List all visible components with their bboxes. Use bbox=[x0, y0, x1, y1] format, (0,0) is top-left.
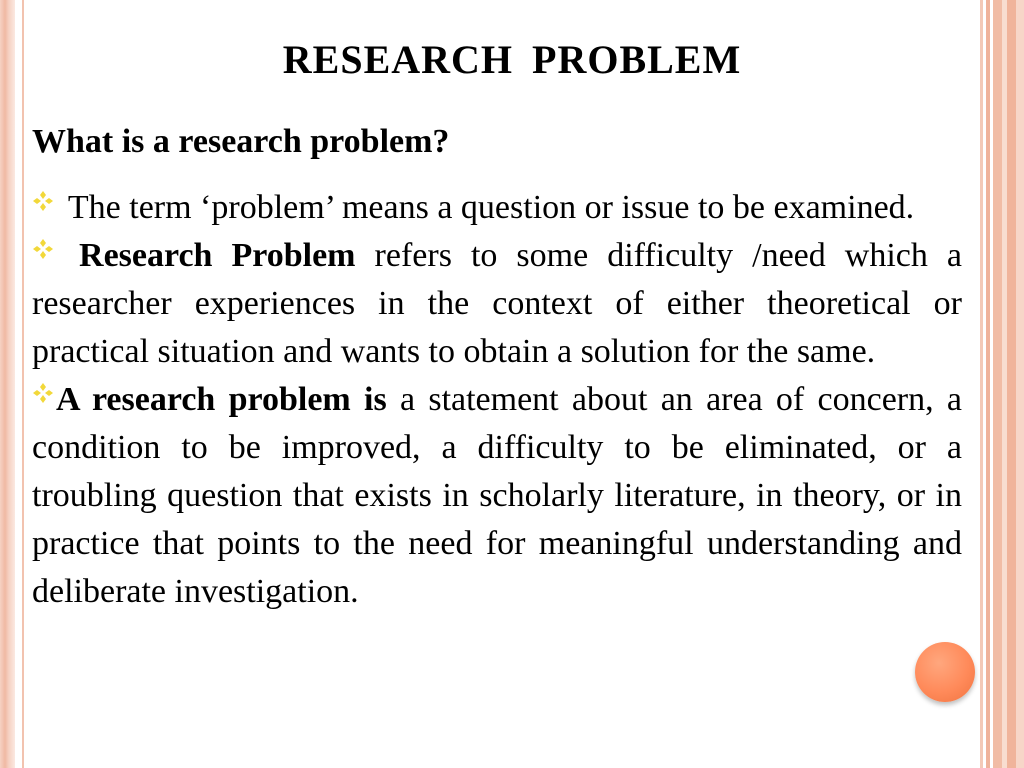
four-diamond-bullet-icon bbox=[32, 382, 54, 404]
question-heading: What is a research problem? bbox=[32, 123, 450, 160]
bullet-3-bold-term: A research problem is bbox=[56, 381, 387, 418]
slide-title: RESEARCH PROBLEM bbox=[282, 37, 742, 82]
bullet-1-text: The term ‘problem’ means a question or issue to be examined. bbox=[60, 189, 915, 226]
bullet-2-bold-term: Research Problem bbox=[60, 237, 356, 274]
bullet-paragraph-3 bbox=[32, 376, 962, 616]
bullet-2-text: refers to some difficulty /need which a researcher experiences in the context of either theoretical or practical situation and wants to obtain a solution for the same. bbox=[32, 237, 962, 370]
bullet-paragraph-1 bbox=[32, 184, 962, 232]
slide-content bbox=[32, 118, 962, 616]
four-diamond-bullet-icon bbox=[32, 190, 54, 212]
left-decorative-border bbox=[0, 0, 15, 768]
orange-circle-icon bbox=[915, 642, 975, 702]
bullet-3-text: a statement about an area of concern, a condition to be improved, a difficulty to be eliminated, or a troubling question that exists in scholarly literature, in theory, or in practice that points to the need for meaningful understanding and deliberate investigation. bbox=[32, 381, 962, 610]
bullet-paragraph-2 bbox=[32, 232, 962, 376]
left-decorative-line bbox=[22, 0, 24, 768]
four-diamond-bullet-icon bbox=[32, 238, 54, 260]
right-decorative-stripes bbox=[980, 0, 1024, 768]
